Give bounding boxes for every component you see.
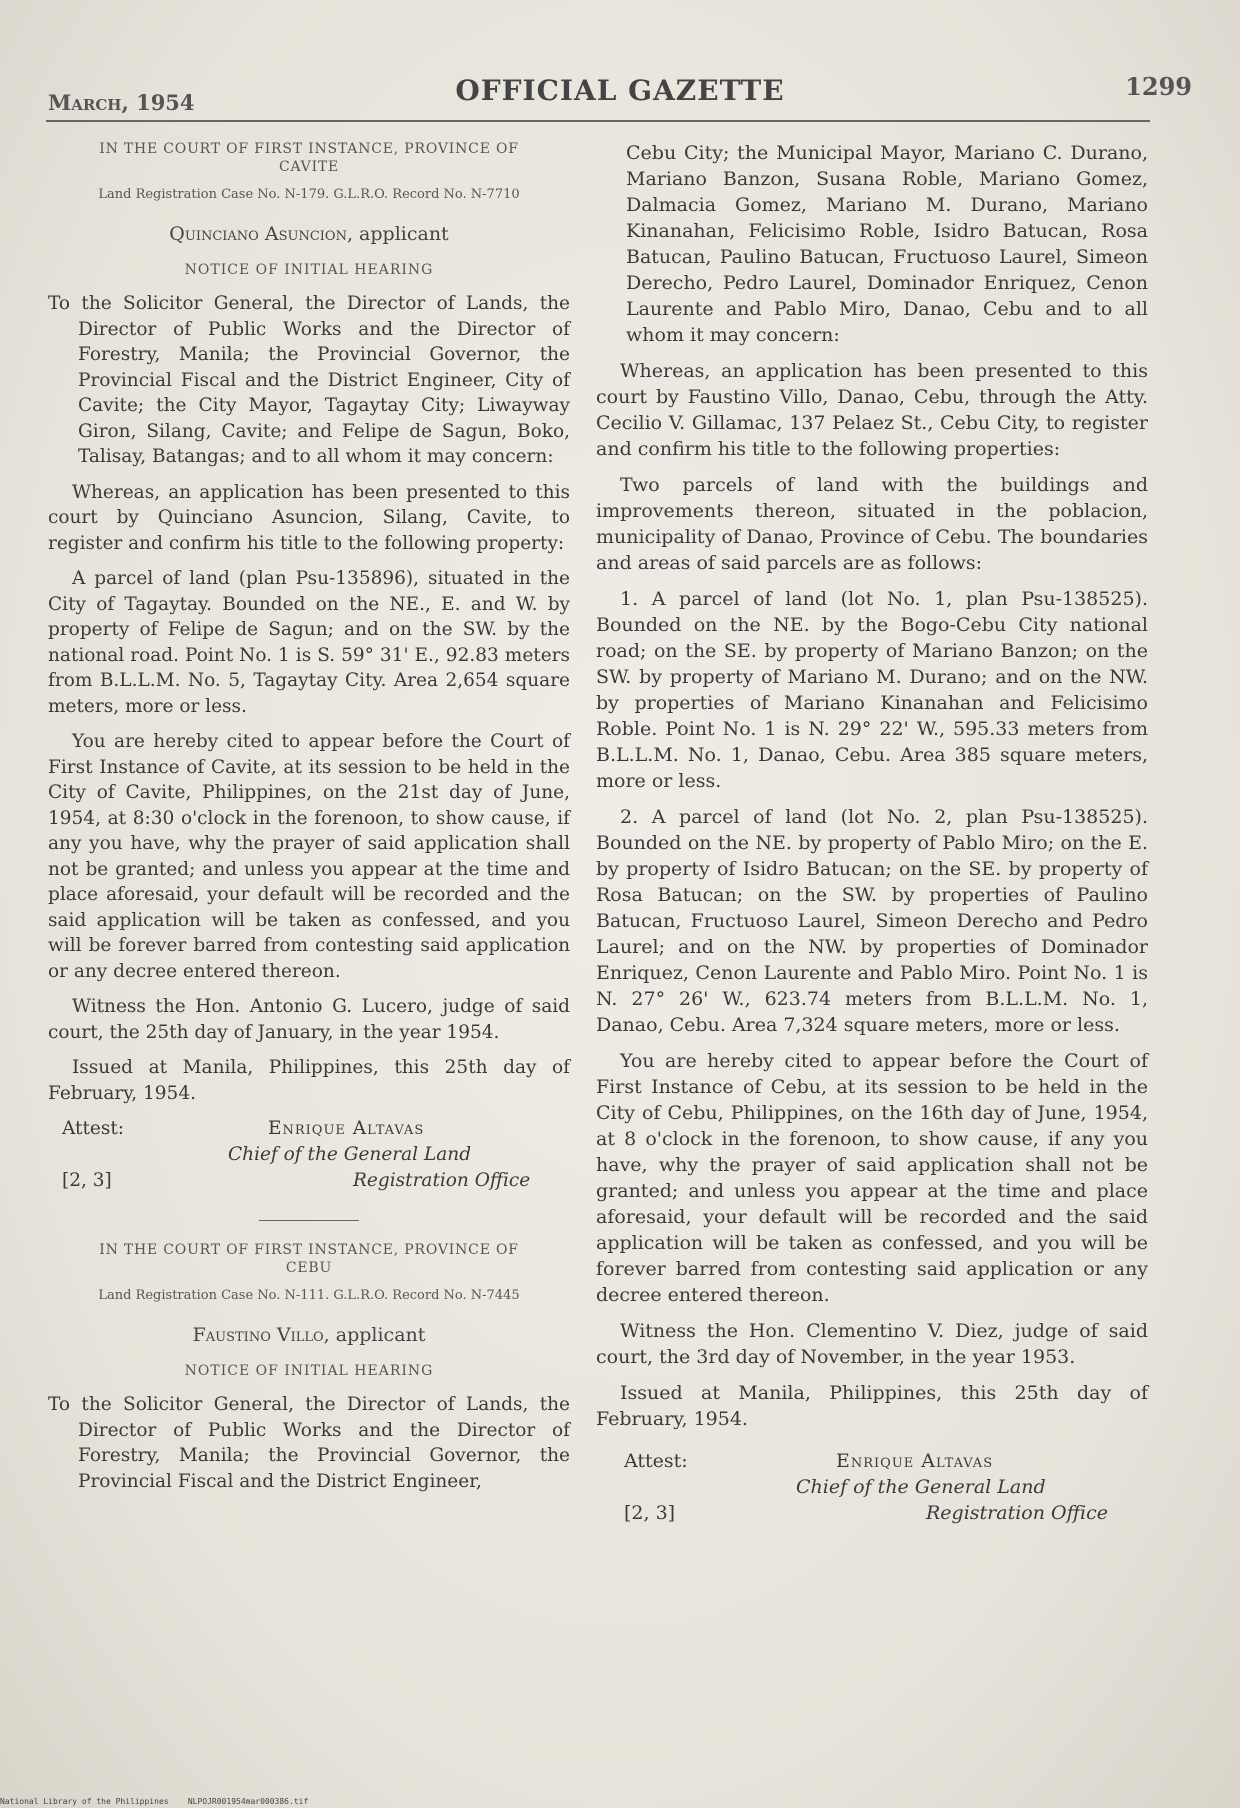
notice-ref: [2, 3] [62, 1170, 112, 1191]
notice1-address: To the Solicitor General, the Director of Lands, the Director of Public Works and the Director of Forestry, Manila; the Provincial Governor, the Provincial Fiscal and the District Engineer, City of Cavite; the City Mayor, Tagaytay City; Liwayway Giron, Silang, Cavite; and Felipe de Sagun, Boko, Talisay, Batangas; and to all whom it may concern: [48, 293, 570, 467]
notice2-applicant [48, 1323, 570, 1349]
notice1-applicant [48, 222, 570, 248]
notice1-applicant-name: Quinciano Asuncion [169, 223, 347, 245]
attest-title-line2: Registration Office [353, 1170, 531, 1191]
footer-library: National Library of the Philippines [0, 1797, 169, 1806]
attest-title-line2: Registration Office [926, 1502, 1109, 1524]
attest-label: Attest: [624, 1450, 688, 1472]
notice2-paragraph: You are hereby cited to appear before the Court of First Instance of Cebu, at its session to be held in the City of Cebu, Philippines, on the 16th day of June, 1954, at 8 o'clock in the forenoon, to show cause, if any you have, why the prayer of said application shall not be granted; and unless you appear at the time and place aforesaid, your default will be recorded and the said application will be taken as confessed, and you will be forever barred from contesting said application or any decree entered thereon. [596, 1050, 1148, 1306]
notice2-paragraph: 1. A parcel of land (lot No. 1, plan Psu-138525). Bounded on the NE. by the Bogo-Cebu City national road; on the SE. by property of Mariano Banzon; on the SW. by property of Mariano M. Durano; and on the NW. by properties of Mariano Kinanahan and Felicisimo Roble. Point No. 1 is N. 29° 22' W., 595.33 meters from B.L.L.M. No. 1, Danao, Cebu. Area 385 square meters, more or less. [596, 588, 1148, 792]
notice1-title: NOTICE OF INITIAL HEARING [184, 261, 434, 278]
notice1-paragraph: You are hereby cited to appear before the Court of First Instance of Cavite, at its session to be held in the City of Cavite, Philippines, on the 21st day of June, 1954, at 8:30 o'clock in the forenoon, to show cause, if any you have, why the prayer of said application shall not be granted; and unless you appear at the time and place aforesaid, your default will be recorded and the said application will be taken as confessed, and you will be forever barred from contesting said application or any decree entered thereon. [48, 731, 570, 982]
notice1-paragraph: A parcel of land (plan Psu-135896), situated in the City of Tagaytay. Bounded on the NE., E. and W. by property of Felipe de Sagun; and on the SW. by the national road. Point No. 1 is S. 59° 31' E., 92.83 meters from B.L.L.M. No. 5, Tagaytay City. Area 2,654 square meters, more or less. [48, 568, 570, 717]
notice2-paragraph: Witness the Hon. Clementino V. Diez, judge of said court, the 3rd day of November, in the year 1953. [596, 1320, 1148, 1368]
section-divider [259, 1220, 359, 1221]
attest-name: Enrique Altavas [836, 1450, 994, 1472]
attest-label: Attest: [62, 1118, 125, 1139]
header-title: OFFICIAL GAZETTE [455, 74, 785, 107]
notice2-attest [596, 1448, 1148, 1534]
notice2-paragraph: 2. A parcel of land (lot No. 2, plan Psu-138525). Bounded on the NE. by property of Pablo Miro; on the E. by property of Isidro Batucan; on the SE. by property of Rosa Batucan; on the SW. by properties of Paulino Batucan, Fructuoso Laurel, Simeon Derecho and Pedro Laurel; and on the NW. by properties of Dominador Enriquez, Cenon Laurente and Pablo Miro. Point No. 1 is N. 27° 26' W., 623.74 meters from B.L.L.M. No. 1, Danao, Cebu. Area 7,324 square meters, more or less. [596, 806, 1148, 1036]
notice2-record: Land Registration Case No. N-111. G.L.R.O. Record No. N-7445 [98, 1288, 520, 1303]
scan-footer [0, 1797, 308, 1806]
header-rule [46, 120, 1150, 122]
notice1-court: IN THE COURT OF FIRST INSTANCE, PROVINCE OF CAVITE [99, 141, 519, 175]
notice2-address-start: To the Solicitor General, the Director of Lands, the Director of Public Works and the Director of Forestry, Manila; the Provincial Governor, the Provincial Fiscal and the District Engineer, [48, 1394, 570, 1492]
notice2-paragraph: Issued at Manila, Philippines, this 25th day of February, 1954. [596, 1382, 1148, 1430]
notice1-paragraph: Whereas, an application has been presented to this court by Quinciano Asuncion, Silang, Cavite, to register and confirm his title to the following property: [48, 481, 570, 554]
attest-title-line1: Chief of the General Land [796, 1476, 1046, 1498]
notice1-attest [48, 1116, 570, 1202]
notice1-paragraph: Issued at Manila, Philippines, this 25th day of February, 1954. [48, 1057, 570, 1104]
notice2-applicant-name: Faustino Villo [192, 1324, 324, 1346]
left-column [48, 140, 570, 1504]
notice2-address-continued: Cebu City; the Municipal Mayor, Mariano C. Durano, Mariano Banzon, Susana Roble, Mariano Gomez, Dalmacia Gomez, Mariano M. Durano, Mariano Kinanahan, Felicisimo Roble, Isidro Batucan, Rosa Batucan, Paulino Batucan, Fructuoso Laurel, Simeon Derecho, Pedro Laurel, Dominador Enriquez, Cenon Laurente and Pablo Miro, Danao, Cebu and to all whom it may concern: [626, 142, 1148, 346]
notice-ref: [2, 3] [624, 1502, 676, 1524]
notice1-paragraph: Witness the Hon. Antonio G. Lucero, judge of said court, the 25th day of January, in the year 1954. [48, 996, 570, 1043]
notice1-applicant-suffix: , applicant [346, 223, 449, 245]
notice1-record: Land Registration Case No. N-179. G.L.R.O. Record No. N-7710 [98, 187, 520, 202]
right-column [596, 140, 1148, 1534]
notice2-paragraph: Whereas, an application has been presented to this court by Faustino Villo, Danao, Cebu, through the Atty. Cecilio V. Gillamac, 137 Pelaez St., Cebu City, to register and confirm his title to the following properties: [596, 360, 1148, 460]
attest-title-line1: Chief of the General Land [228, 1144, 472, 1165]
attest-name: Enrique Altavas [268, 1118, 425, 1139]
notice2-paragraph: Two parcels of land with the buildings and improvements thereon, situated in the poblacion, municipality of Danao, Province of Cebu. The boundaries and areas of said parcels are as follows: [596, 474, 1148, 574]
notice2-applicant-suffix: , applicant [323, 1324, 426, 1346]
page-header [48, 70, 1192, 115]
notice2-title: NOTICE OF INITIAL HEARING [184, 1362, 434, 1379]
page-number: 1299 [1125, 72, 1192, 101]
notice2-court: IN THE COURT OF FIRST INSTANCE, PROVINCE OF CEBU [99, 1242, 519, 1276]
footer-filename: NLPOJR001954mar000386.tif [187, 1797, 309, 1806]
header-date: March, 1954 [48, 90, 195, 115]
